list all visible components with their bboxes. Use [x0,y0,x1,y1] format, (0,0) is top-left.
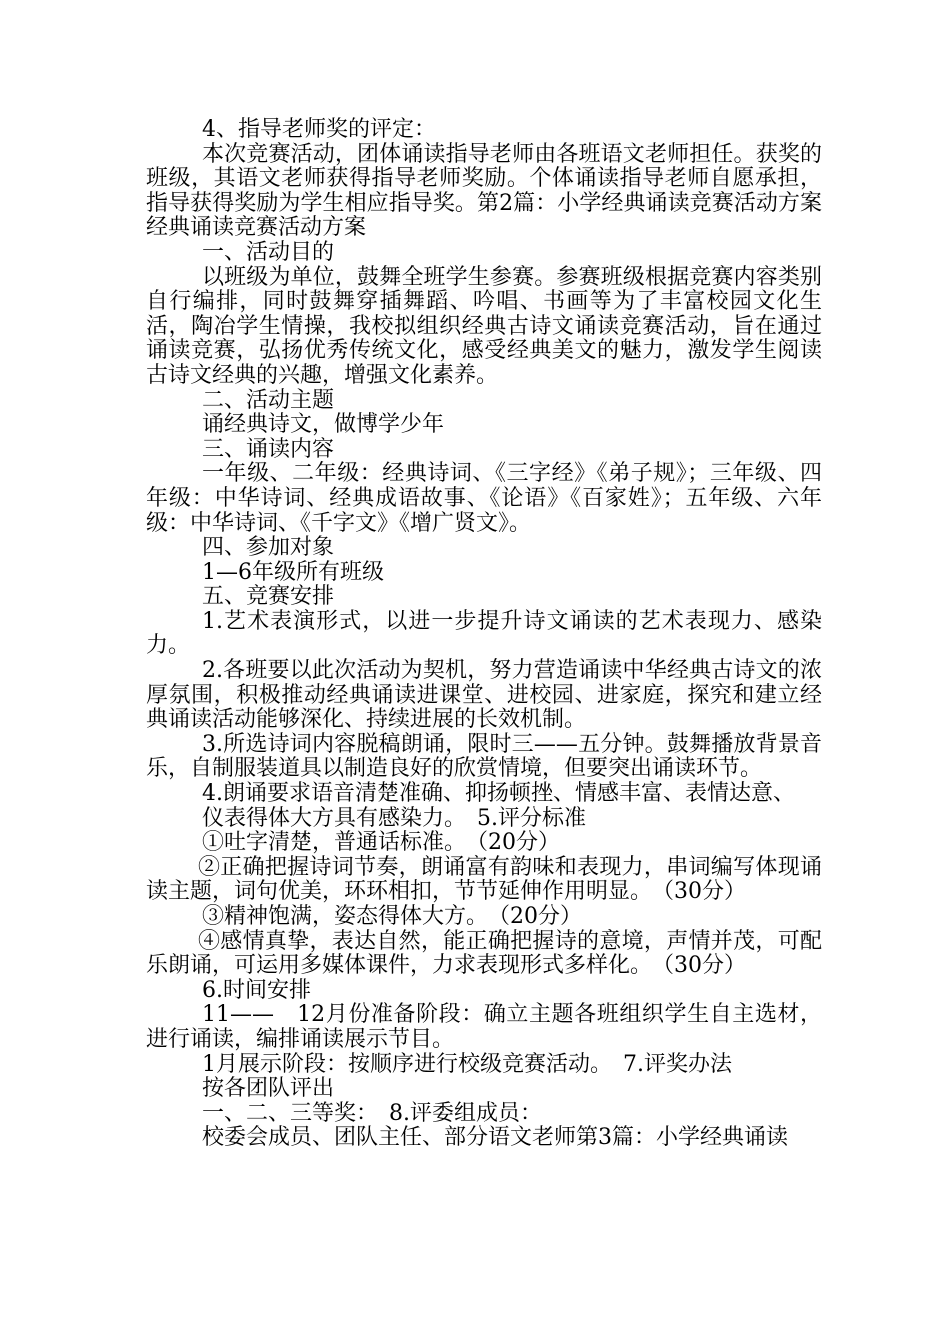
document-page [146,118,822,1151]
scoring-item: ①吐字清楚，普通话标准。 （20分） [202,830,560,856]
scoring-item: ③精神饱满，姿态得体大方。 （20分） [202,904,582,929]
paragraph: 一年级、二年级：经典诗词、《三字经》《弟子规》；三年级、四年级：中华诗词、经典成语故事、《论语》《百家姓》；五年级、六年级：中华诗词、《千字文》《增广贤文》。 [146,461,822,536]
section-heading: 一、活动目的 [202,239,335,265]
paragraph: 1—6年级所有班级 [202,559,384,585]
section-heading: 4、指导老师奖的评定： [202,117,436,142]
section-heading: 五、竞赛安排 [202,584,335,610]
paragraph: 诵经典诗文，做博学少年 [202,412,445,438]
paragraph: 本次竞赛活动，团体诵读指导老师由各班语文老师担任。获奖的班级，其语文老师获得指导老师奖励。个体诵读指导老师自愿承担，指导获得奖励为学生相应指导奖。第2篇：小学经典诵读竞赛活动方案经典诵读竞赛活动方案 [146,141,822,241]
section-heading: 6.时间安排 [202,977,311,1003]
paragraph: 11—— 12月份准备阶段：确立主题各班组织学生自主选材，进行诵读，编排诵读展示节目。 [146,1002,822,1052]
list-item: 仪表得体大方具有感染力。 5.评分标准 [202,805,586,831]
scoring-item: ④感情真挚，表达自然，能正确把握诗的意境，声情并茂，可配乐朗诵，可运用多媒体课件，力求表现形式多样化。 （30分） [146,928,822,979]
paragraph: 一、二、三等奖： 8.评委组成员： [202,1100,542,1126]
list-item: 1.艺术表演形式，以进一步提升诗文诵读的艺术表现力、感染力。 [146,608,822,659]
paragraph: 以班级为单位，鼓舞全班学生参赛。参赛班级根据竞赛内容类别自行编排，同时鼓舞穿插舞蹈、吟唱、书画等为了丰富校园文化生活，陶冶学生情操，我校拟组织经典古诗文诵读竞赛活动，旨在通过诵读竞赛，弘扬优秀传统文化，感受经典美文的魅力，激发学生阅读古诗文经典的兴趣，增强文化素养。 [146,264,822,388]
paragraph: 校委会成员、团队主任、部分语文老师第3篇：小学经典诵读 [202,1125,788,1151]
section-heading: 四、参加对象 [202,535,335,561]
list-item: 3.所选诗词内容脱稿朗诵，限时三——五分钟。鼓舞播放背景音乐，自制服装道具以制造良好的欣赏情境，但要突出诵读环节。 [146,731,822,782]
list-item: 4.朗诵要求语音清楚准确、抑扬顿挫、情感丰富、表情达意、 [202,781,795,807]
paragraph: 1月展示阶段：按顺序进行校级竞赛活动。 7.评奖办法 [202,1051,732,1077]
section-heading: 三、诵读内容 [202,436,335,462]
paragraph: 按各团队评出 [202,1076,335,1102]
scoring-item: ②正确把握诗词节奏，朗诵富有韵味和表现力，串词编写体现诵读主题，词句优美，环环相扣，节节延伸作用明显。 （30分） [146,854,822,905]
section-heading: 二、活动主题 [202,387,335,413]
list-item: 2.各班要以此次活动为契机，努力营造诵读中华经典古诗文的浓厚氛围，积极推动经典诵读进课堂、进校园、进家庭，探究和建立经典诵读活动能够深化、持续进展的长效机制。 [146,658,822,733]
